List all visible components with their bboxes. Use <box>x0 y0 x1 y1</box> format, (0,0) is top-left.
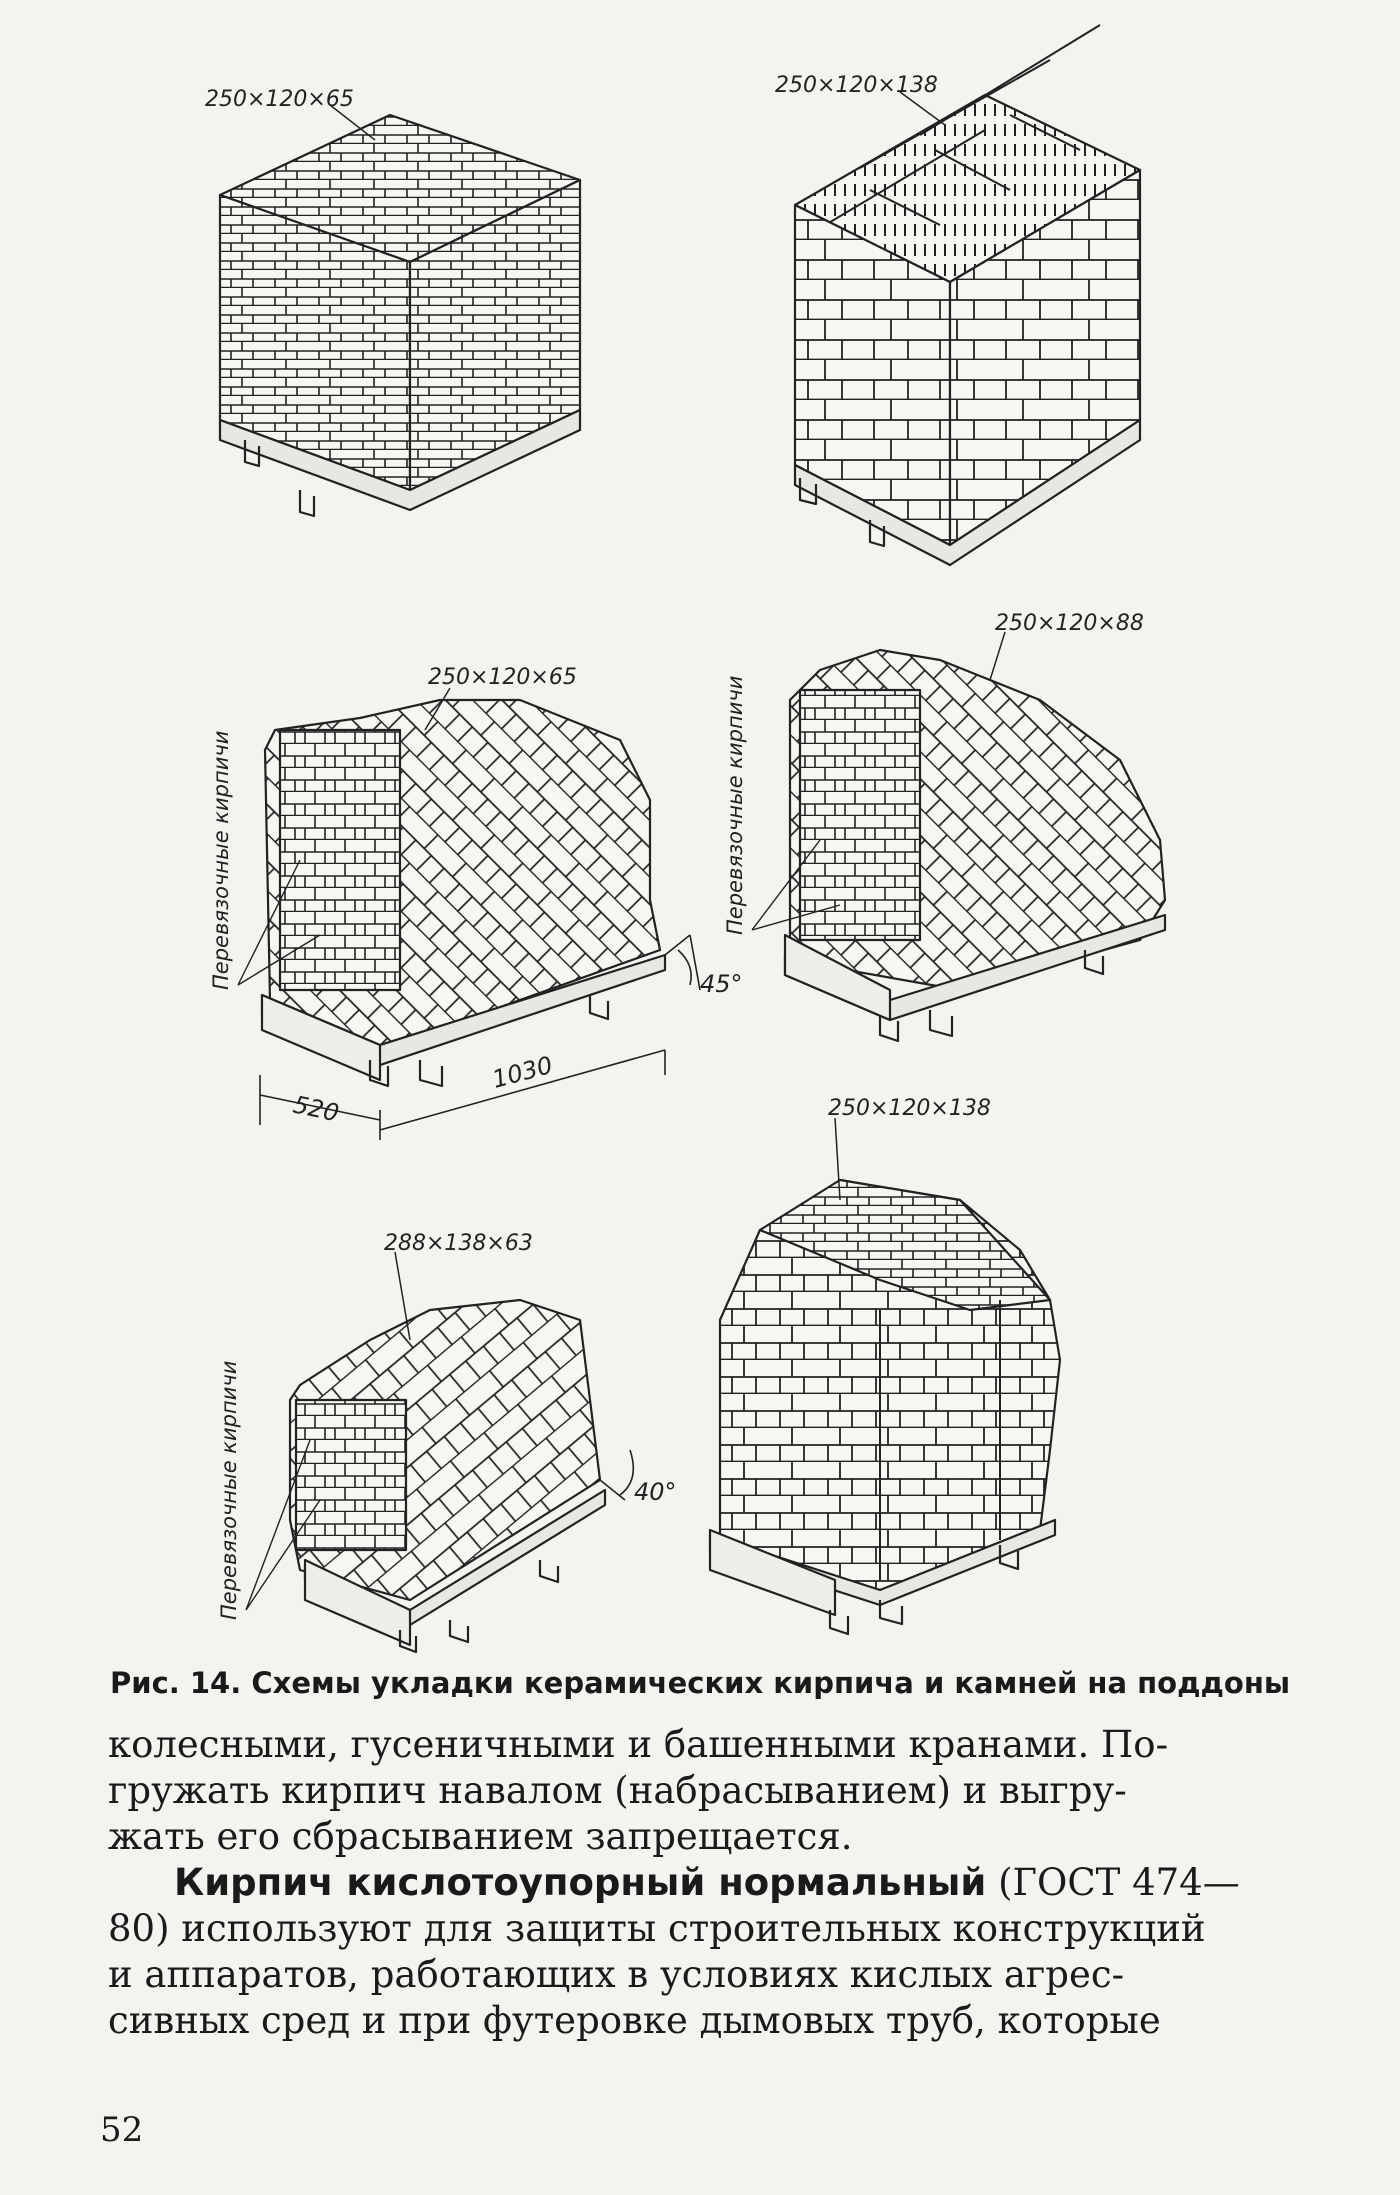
figure-caption-label: Рис. 14. <box>110 1666 242 1700</box>
pallet-diagram-f <box>710 1180 1060 1634</box>
body-line-5: 80) используют для защиты строительных конструкций <box>108 1907 1206 1950</box>
figure-caption-text: Схемы укладки керамических кирпича и камней на поддоны <box>251 1666 1291 1700</box>
bold-term: Кирпич кислотоупорный нормальный <box>174 1861 987 1904</box>
body-line-1: колесными, гусеничными и башенными кранами. По- <box>108 1723 1169 1766</box>
body-line-4-rest: (ГОСТ 474— <box>986 1861 1240 1904</box>
brick-size-label-d: 250×120×88 <box>995 611 1144 636</box>
body-line-6: и аппаратов, работающих в условиях кислых агрес- <box>108 1953 1125 1996</box>
body-text <box>108 1722 1288 2044</box>
brick-size-label-e: 288×138×63 <box>384 1231 533 1256</box>
pallet-diagram-a <box>220 115 580 516</box>
brick-size-label-b: 250×120×138 <box>775 73 938 98</box>
body-line-7: сивных сред и при футеровке дымовых труб, которые <box>108 1999 1161 2042</box>
brick-size-label-a: 250×120×65 <box>205 87 354 112</box>
tie-bricks-label-c: Перевязочные кирпичи <box>209 730 233 990</box>
brick-size-label-c: 250×120×65 <box>428 665 577 690</box>
page-number: 52 <box>100 2110 144 2150</box>
pallet-diagram-d <box>785 650 1165 1041</box>
tie-bricks-label-d: Перевязочные кирпичи <box>723 675 747 935</box>
pallet-diagram-c <box>262 700 665 1086</box>
body-line-2: гружать кирпич навалом (набрасыванием) и выгру- <box>108 1769 1127 1812</box>
figure-caption <box>110 1666 1310 1700</box>
body-line-3: жать его сбрасыванием запрещается. <box>108 1815 853 1858</box>
body-line-4 <box>108 1860 1288 1906</box>
angle-40: 40° <box>634 1478 677 1506</box>
tie-bricks-label-e: Перевязочные кирпичи <box>217 1360 241 1620</box>
pallet-diagram-b <box>795 25 1140 565</box>
brick-size-label-f: 250×120×138 <box>828 1096 991 1121</box>
pallet-diagram-e <box>290 1300 605 1652</box>
angle-45: 45° <box>700 970 743 998</box>
dimension-520: 520 <box>290 1090 342 1128</box>
dimension-1030: 1030 <box>489 1050 556 1094</box>
